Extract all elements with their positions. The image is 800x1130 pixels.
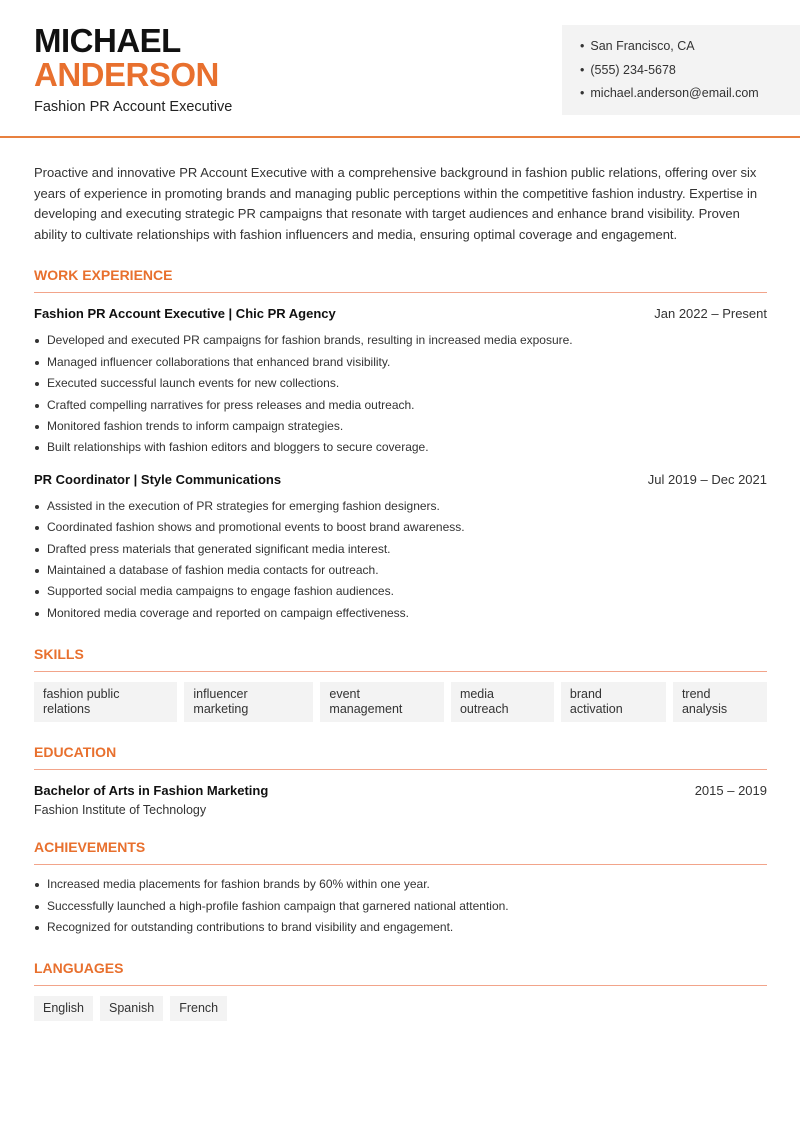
contact-phone: • (555) 234-5678	[580, 62, 800, 86]
job-title: Fashion PR Account Executive | Chic PR Agency	[34, 306, 336, 322]
job-role: Fashion PR Account Executive	[34, 99, 233, 115]
job-bullet: Monitored fashion trends to inform campaign strategies.	[34, 416, 767, 437]
resume-header	[0, 0, 800, 138]
contact-location: • San Francisco, CA	[580, 38, 800, 62]
job-date: Jan 2022 – Present	[654, 306, 767, 322]
skill-tag: trend analysis	[673, 682, 767, 722]
achievement-item: Recognized for outstanding contributions to brand visibility and engagement.	[34, 917, 767, 938]
job-bullet: Drafted press materials that generated significant media interest.	[34, 539, 767, 560]
skill-tag: fashion public relations	[34, 682, 177, 722]
achievement-item: Increased media placements for fashion brands by 60% within one year.	[34, 874, 767, 895]
contact-box	[562, 25, 800, 115]
skill-tag: media outreach	[451, 682, 554, 722]
job-bullet: Maintained a database of fashion media contacts for outreach.	[34, 560, 767, 581]
section-title-achievements: ACHIEVEMENTS	[34, 839, 767, 865]
section-title-work: WORK EXPERIENCE	[34, 267, 767, 293]
job-bullet: Developed and executed PR campaigns for fashion brands, resulting in increased media exposure.	[34, 330, 767, 351]
job-bullet: Built relationships with fashion editors and bloggers to secure coverage.	[34, 437, 767, 458]
job-bullet: Coordinated fashion shows and promotional events to boost brand awareness.	[34, 517, 767, 538]
language-tag: French	[170, 996, 227, 1021]
summary: Proactive and innovative PR Account Executive with a comprehensive background in fashion public relations, offering over six years of experience in promoting brands and managing public perceptions within the competitive fashion industry. Expertise in developing and executing strategic PR campaigns that resonate with target audiences and enhance brand visibility. Proven ability to cultivate relationships with fashion influencers and media, ensuring optimal coverage and engagement.	[34, 165, 758, 242]
contact-email[interactable]: • michael.anderson@email.com	[580, 85, 800, 109]
job-bullet: Supported social media campaigns to engage fashion audiences.	[34, 581, 767, 602]
skill-tag: event management	[320, 682, 444, 722]
languages-list	[34, 996, 767, 1021]
job-bullet: Assisted in the execution of PR strategies for emerging fashion designers.	[34, 496, 767, 517]
job-bullet: Executed successful launch events for new collections.	[34, 373, 767, 394]
job-entry	[34, 472, 767, 624]
job-bullet: Crafted compelling narratives for press releases and media outreach.	[34, 395, 767, 416]
language-tag: English	[34, 996, 93, 1021]
section-title-skills: SKILLS	[34, 646, 767, 672]
job-entry	[34, 306, 767, 458]
job-title: PR Coordinator | Style Communications	[34, 471, 282, 487]
language-tag: Spanish	[100, 996, 163, 1021]
job-bullet: Monitored media coverage and reported on campaign effectiveness.	[34, 603, 767, 624]
skills-list	[34, 682, 767, 722]
skill-tag: influencer marketing	[184, 682, 313, 722]
job-date: Jul 2019 – Dec 2021	[647, 471, 767, 487]
section-title-languages: LANGUAGES	[34, 960, 767, 986]
school: Fashion Institute of Technology	[34, 803, 207, 818]
last-name: ANDERSON	[34, 56, 219, 93]
skill-tag: brand activation	[561, 682, 666, 722]
first-name: MICHAEL	[34, 22, 181, 59]
achievement-item: Successfully launched a high-profile fashion campaign that garnered national attention.	[34, 896, 767, 917]
candidate-name	[34, 24, 219, 92]
section-title-education: EDUCATION	[34, 744, 767, 770]
degree: Bachelor of Arts in Fashion Marketing	[34, 783, 269, 799]
job-bullet: Managed influencer collaborations that enhanced brand visibility.	[34, 352, 767, 373]
education-date: 2015 – 2019	[694, 783, 767, 799]
